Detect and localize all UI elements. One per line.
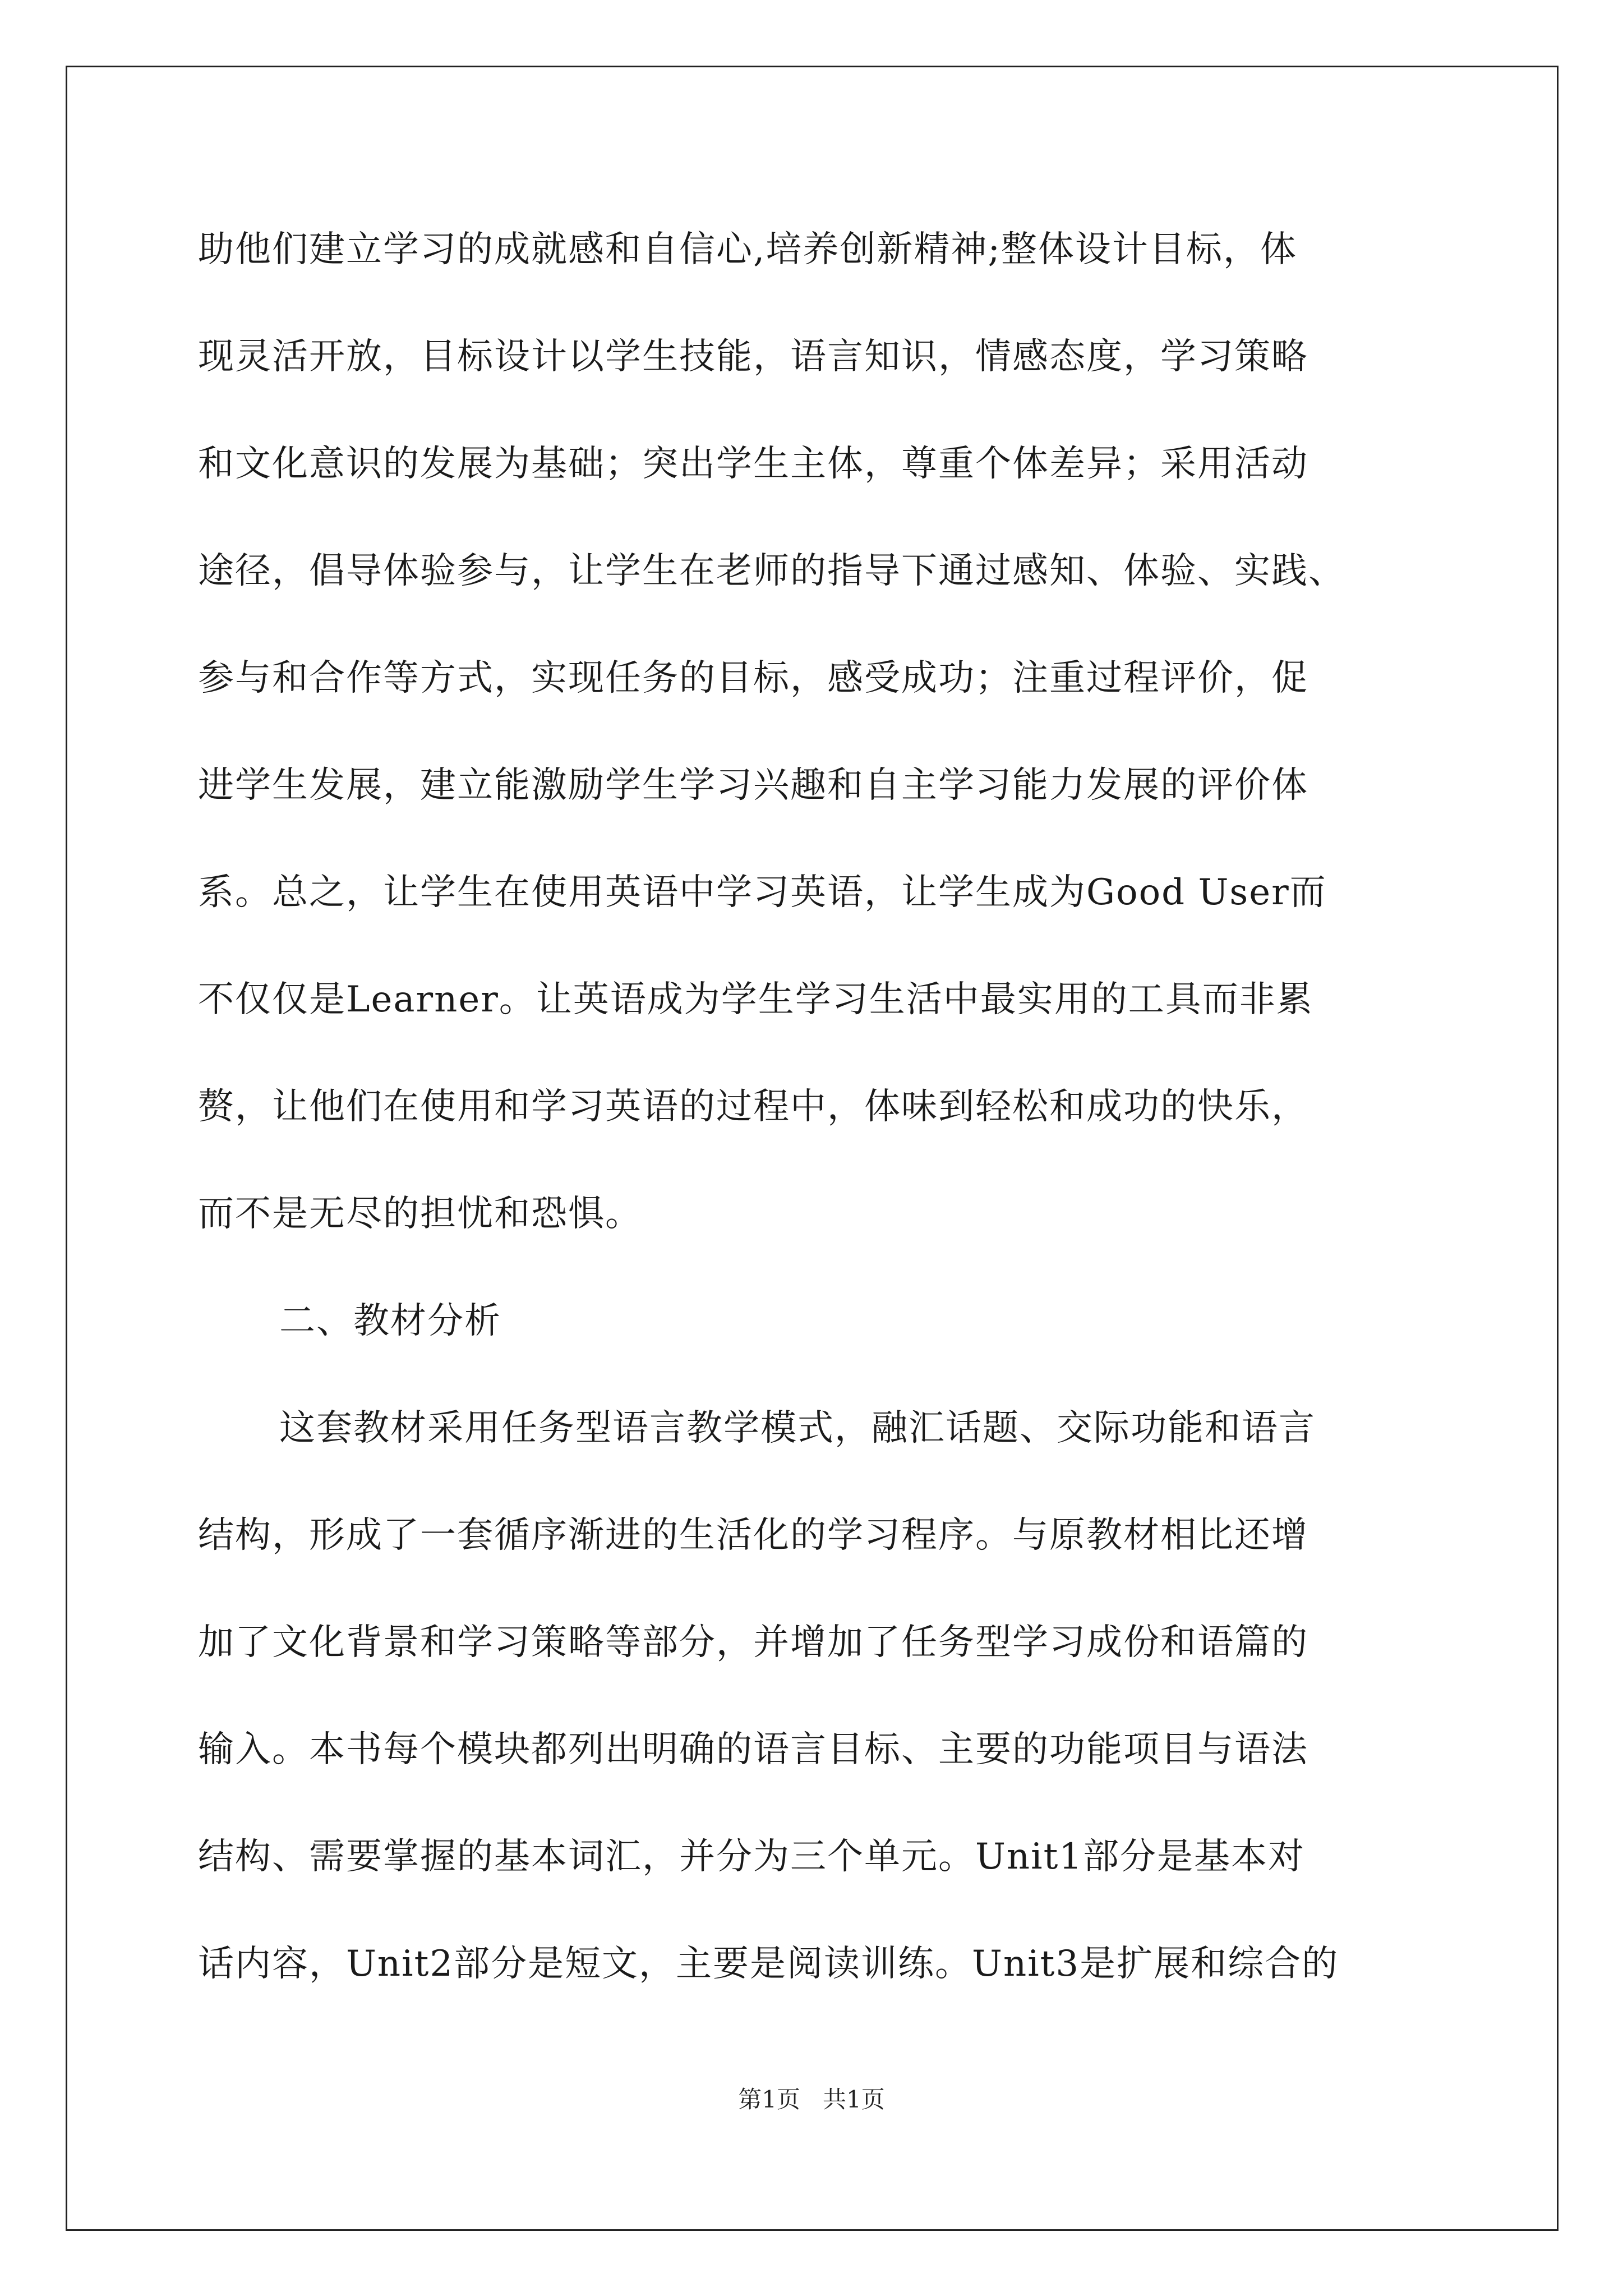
body-line-17: 话内容，Unit2部分是短文，主要是阅读训练。Unit3是扩展和综合的	[198, 1943, 1339, 1985]
page-footer	[0, 2084, 1623, 2115]
body-line-16: 结构、需要掌握的基本词汇，并分为三个单元。Unit1部分是基本对	[198, 1836, 1306, 1878]
body-line-4: 途径，倡导体验参与，让学生在老师的指导下通过感知、体验、实践、	[198, 550, 1345, 592]
body-line-12: 这套教材采用任务型语言教学模式，融汇话题、交际功能和语言	[279, 1407, 1316, 1449]
page-total: 共1页	[823, 2086, 885, 2113]
body-line-13: 结构，形成了一套循序渐进的生活化的学习程序。与原教材相比还增	[198, 1515, 1308, 1556]
body-line-5: 参与和合作等方式，实现任务的目标，感受成功；注重过程评价，促	[198, 657, 1308, 699]
body-line-8: 不仅仅是Learner。让英语成为学生学习生活中最实用的工具而非累	[198, 979, 1313, 1020]
body-line-7: 系。总之，让学生在使用英语中学习英语，让学生成为Good User而	[198, 872, 1327, 913]
body-line-14: 加了文化背景和学习策略等部分，并增加了任务型学习成份和语篇的	[198, 1622, 1308, 1663]
body-line-9: 赘，让他们在使用和学习英语的过程中，体味到轻松和成功的快乐，	[198, 1086, 1308, 1128]
body-line-15: 输入。本书每个模块都列出明确的语言目标、主要的功能项目与语法	[198, 1729, 1308, 1770]
body-line-1: 助他们建立学习的成就感和自信心,培养创新精神;整体设计目标，体	[198, 229, 1297, 270]
page-border	[66, 66, 1559, 2231]
section-heading: 二、教材分析	[279, 1300, 501, 1342]
page-number: 第1页	[738, 2086, 800, 2113]
body-line-6: 进学生发展，建立能激励学生学习兴趣和自主学习能力发展的评价体	[198, 765, 1308, 806]
body-line-2: 现灵活开放，目标设计以学生技能，语言知识，情感态度，学习策略	[198, 336, 1308, 378]
body-line-3: 和文化意识的发展为基础；突出学生主体，尊重个体差异；采用活动	[198, 443, 1308, 485]
body-line-10: 而不是无尽的担忧和恐惧。	[198, 1193, 642, 1235]
